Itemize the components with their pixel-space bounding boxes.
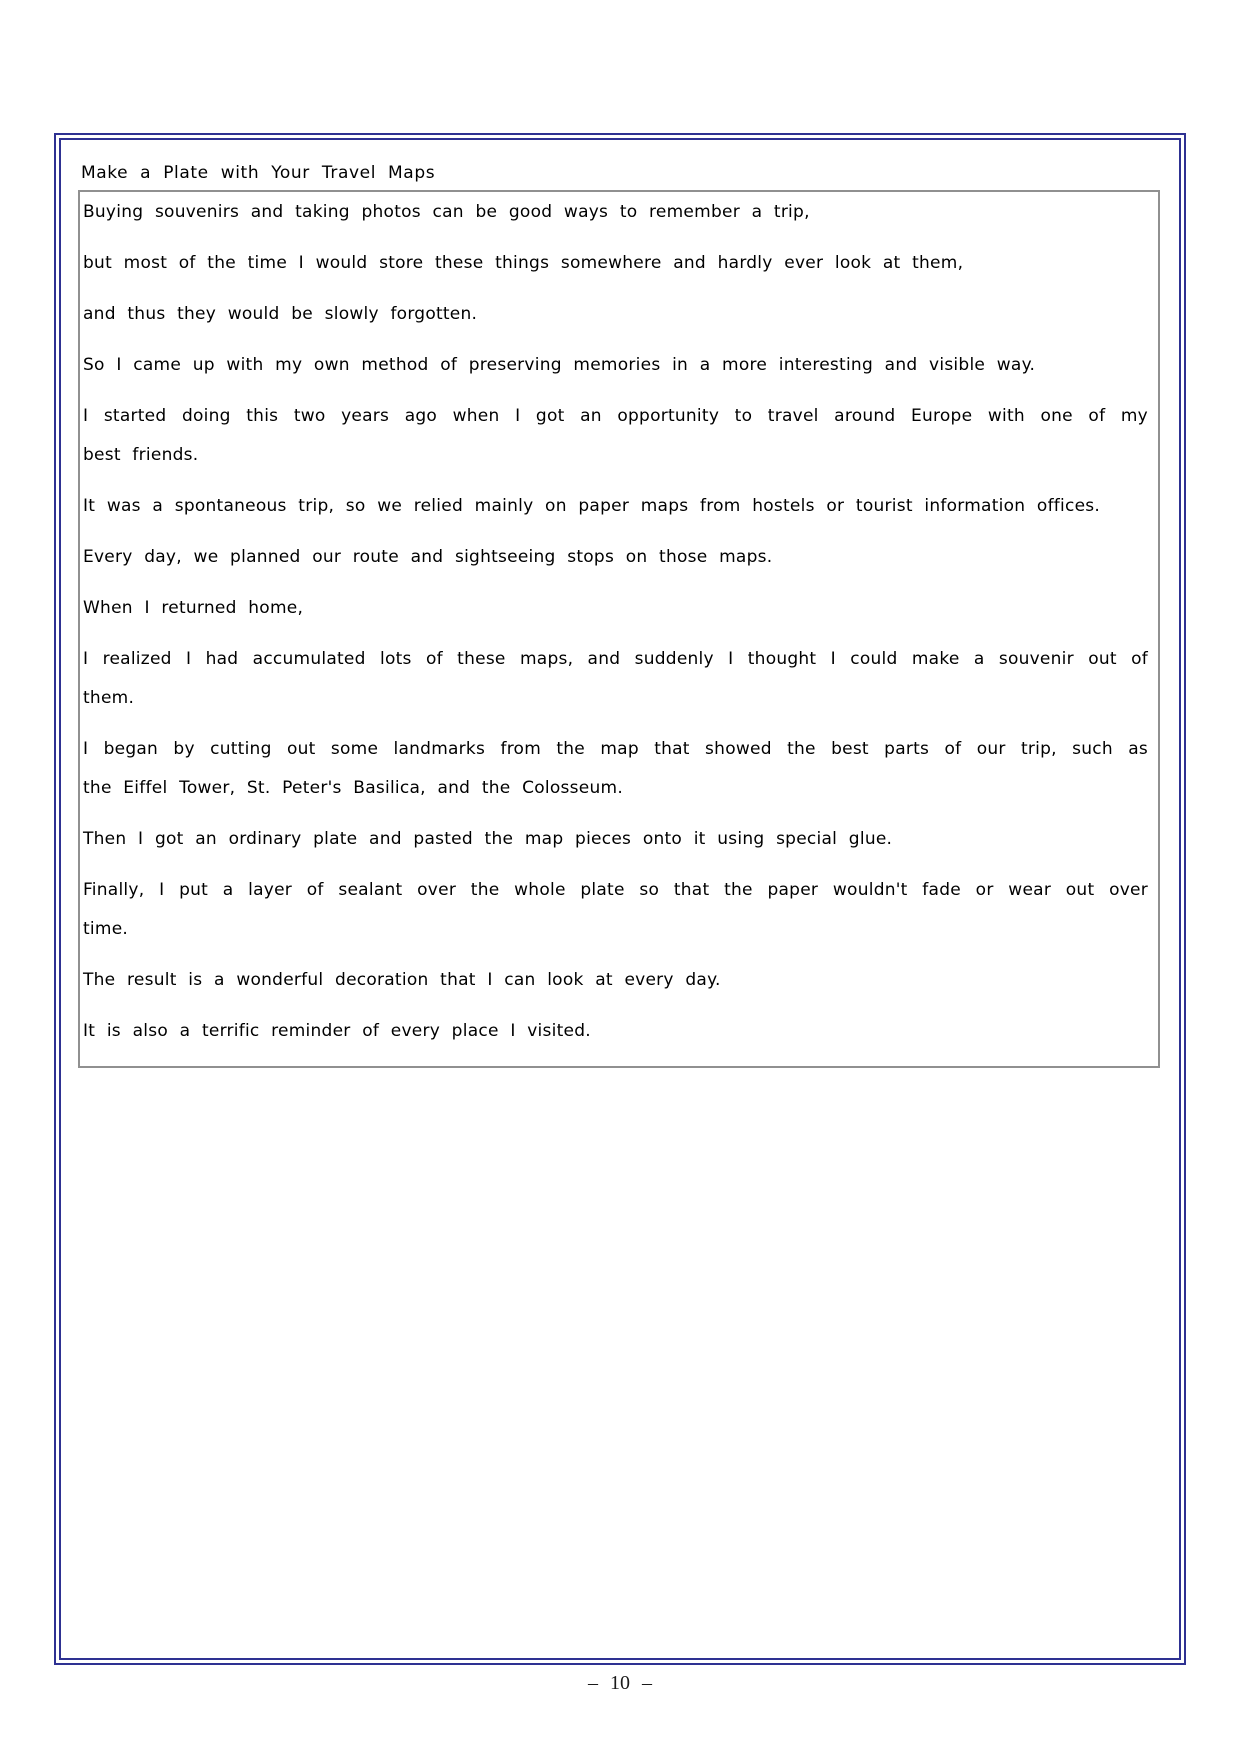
- paragraph: [83, 487, 1148, 526]
- paragraph: [83, 397, 1148, 475]
- page-number: – 10 –: [588, 1672, 652, 1694]
- paragraph: [83, 640, 1148, 718]
- passage-paragraphs: [83, 193, 1148, 1051]
- text-line: I realized I had accumulated lots of these maps, and suddenly I thought I could make a souvenir out of: [83, 649, 1148, 669]
- paragraph: [83, 730, 1148, 808]
- paragraph: [83, 961, 1148, 1000]
- paragraph: [83, 871, 1148, 949]
- text-line: Finally, I put a layer of sealant over the whole plate so that the paper wouldn't fade or wear out over: [83, 880, 1148, 900]
- passage-title: Make a Plate with Your Travel Maps: [81, 163, 436, 183]
- paragraph: [83, 346, 1148, 385]
- text-line: the Eiffel Tower, St. Peter's Basilica, and the Colosseum.: [83, 778, 623, 798]
- text-line: I began by cutting out some landmarks from the map that showed the best parts of our trip, such as: [83, 739, 1148, 759]
- paragraph: [83, 538, 1148, 577]
- paragraph: [83, 295, 1148, 334]
- paragraph: [83, 244, 1148, 283]
- document-frame: [54, 133, 1186, 1665]
- text-line: Every day, we planned our route and sightseeing stops on those maps.: [83, 547, 773, 567]
- paragraph: [83, 589, 1148, 628]
- text-line: and thus they would be slowly forgotten.: [83, 304, 478, 324]
- text-line: time.: [83, 919, 129, 939]
- text-line: but most of the time I would store these things somewhere and hardly ever look at them,: [83, 253, 964, 273]
- text-line: So I came up with my own method of preserving memories in a more interesting and visible way.: [83, 355, 1036, 375]
- text-line: The result is a wonderful decoration that I can look at every day.: [83, 970, 721, 990]
- text-line: Buying souvenirs and taking photos can be good ways to remember a trip,: [83, 202, 810, 222]
- text-line: I started doing this two years ago when I got an opportunity to travel around Europe with one of my: [83, 406, 1148, 426]
- text-line: When I returned home,: [83, 598, 304, 618]
- passage-box: [78, 190, 1160, 1068]
- text-line: It is also a terrific reminder of every place I visited.: [83, 1021, 591, 1041]
- text-line: It was a spontaneous trip, so we relied mainly on paper maps from hostels or tourist information offices.: [83, 496, 1101, 516]
- text-line: best friends.: [83, 445, 199, 465]
- paragraph: [83, 1012, 1148, 1051]
- text-line: Then I got an ordinary plate and pasted the map pieces onto it using special glue.: [83, 829, 893, 849]
- text-line: them.: [83, 688, 135, 708]
- paragraph: [83, 820, 1148, 859]
- paragraph: [83, 193, 1148, 232]
